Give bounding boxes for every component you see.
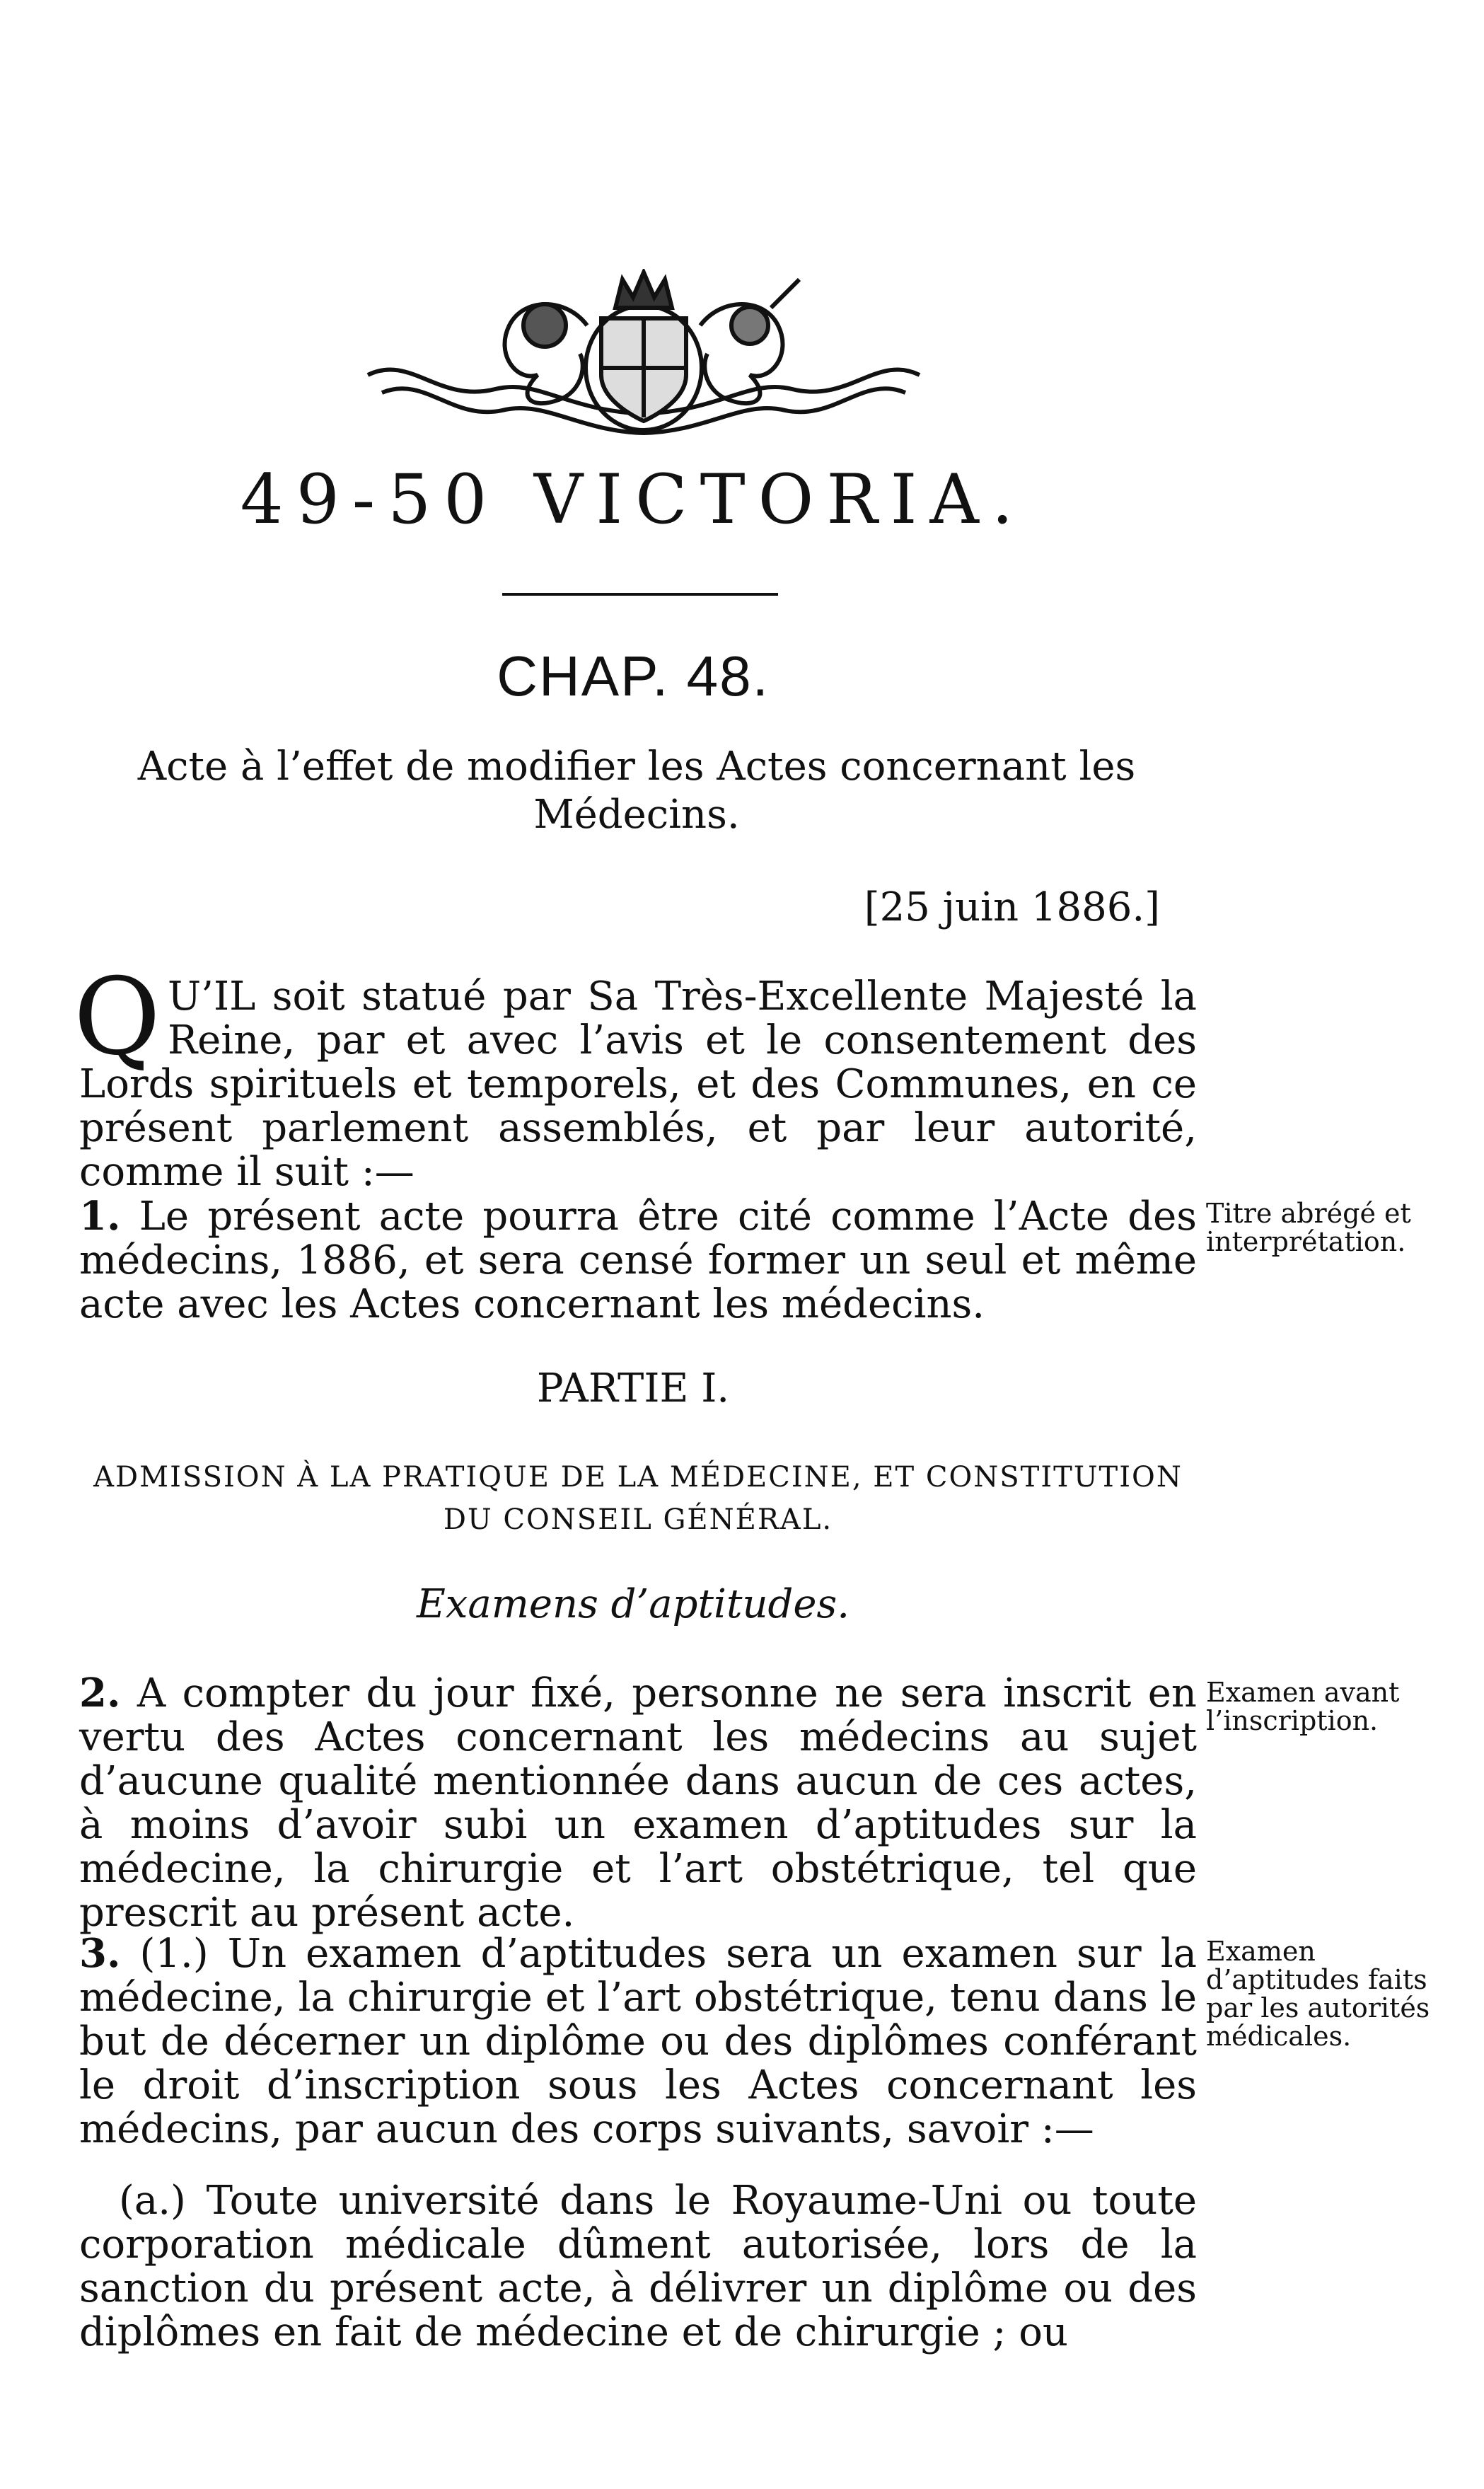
chapter-heading: CHAP. 48. <box>497 645 770 708</box>
section-2-text: A compter du jour fixé, personne ne sera inscrit en vertu des Actes concernant les médecins au sujet d’aucune qualité mentionnée dans aucun de ces actes, à moins d’avoir subi un examen d’aptitudes sur la médecine, la chirurgie et l’art obstétrique, tel que prescrit au présent acte. <box>79 1670 1197 1936</box>
part-subheading: ADMISSION À LA PRATIQUE DE LA MÉDECINE, ET CONSTITUTION DU CONSEIL GÉNÉRAL. <box>93 1461 1183 1536</box>
section-1-number: 1. <box>79 1193 121 1240</box>
clause-a-text: Toute université dans le Royaume-Uni ou toute corporation médicale dûment autorisée, lors de la sanction du présent acte, à délivrer un diplôme ou des diplômes en fait de médecine et de chirurgie ; ou <box>79 2178 1197 2355</box>
section-3-text: (1.) Un examen d’aptitudes sera un examen sur la médecine, la chirurgie et l’art obstétrique, tenu dans le but de décerner un diplôme ou des diplômes conférant le droit d’inscription sous les Actes concernant les médecins, par aucun des corps suivants, savoir :— <box>79 1931 1197 2152</box>
document-title: 49-50 VICTORIA. <box>240 460 1026 539</box>
preamble-drop-cap: Q <box>74 956 161 1079</box>
preamble <box>74 956 1197 1195</box>
margin-note-1: Titre abrégé et interprétation. <box>1206 1198 1411 1257</box>
act-long-title: Acte à l’effet de modifier les Actes concernant les Médecins. <box>137 744 1136 838</box>
section-heading: Examens d’aptitudes. <box>416 1581 850 1627</box>
section-3 <box>79 1931 1197 2152</box>
clause-a <box>79 2179 1197 2355</box>
section-2-number: 2. <box>79 1670 121 1716</box>
margin-note-2: Examen avant l’inscription. <box>1206 1677 1400 1736</box>
royal-crest-icon <box>354 269 934 446</box>
section-1 <box>79 1194 1197 1327</box>
section-2 <box>79 1671 1197 1935</box>
preamble-text: U’IL soit statué par Sa Très-Excellente Majesté la Reine, par et avec l’avis et le consentement des Lords spirituels et temporels, et des Communes, en ce présent parlement assemblés, et par leur autorité, comme il suit :— <box>79 974 1197 1195</box>
title-divider <box>502 593 778 596</box>
section-3-number: 3. <box>79 1930 121 1977</box>
part-heading: PARTIE I. <box>536 1365 730 1411</box>
margin-note-3: Examen d’aptitudes faits par les autorités médicales. <box>1206 1936 1430 2052</box>
section-1-text: Le présent acte pourra être cité comme l’Acte des médecins, 1886, et sera censé former un seul et même acte avec les Actes concernant les médecins. <box>79 1194 1198 1327</box>
assent-date: [25 juin 1886.] <box>864 884 1160 930</box>
clause-a-label: (a.) <box>119 2178 186 2224</box>
